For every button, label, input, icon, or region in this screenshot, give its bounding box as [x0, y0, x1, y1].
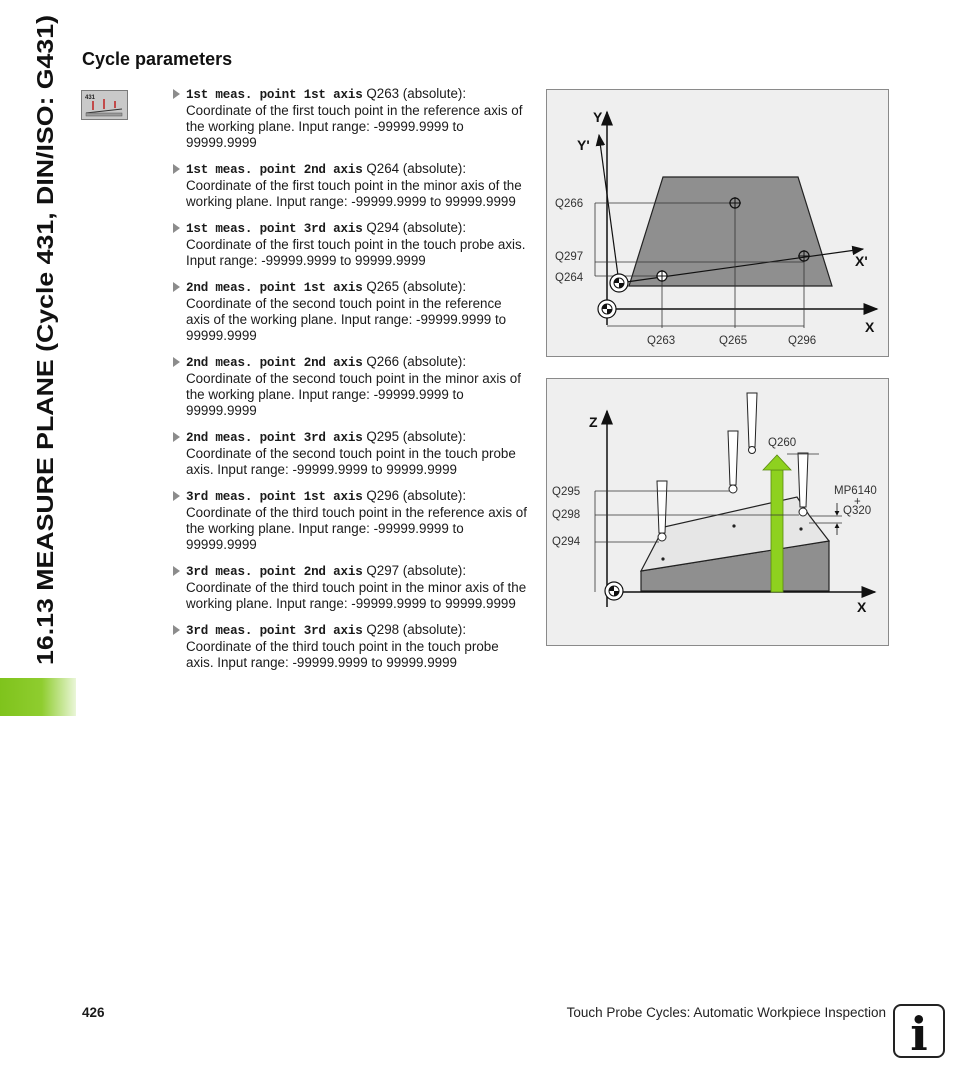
- param-item: [172, 622, 528, 671]
- origin-symbol-icon: [598, 300, 616, 318]
- param-name: 2nd meas. point 1st axis: [186, 281, 363, 295]
- param-name: 3rd meas. point 3rd axis: [186, 624, 363, 638]
- param-name: 2nd meas. point 2nd axis: [186, 356, 363, 370]
- q295-label: Q295: [552, 486, 581, 498]
- param-q: Q294 (absolute):: [366, 220, 467, 235]
- param-desc: Coordinate of the first touch point in the reference axis of the working plane. Input range: -99999.9999 to 99999.9999: [186, 103, 523, 150]
- q266-label: Q266: [555, 198, 584, 210]
- y-prime-axis-label: Y': [577, 137, 590, 153]
- q265-label: Q265: [719, 335, 748, 347]
- param-desc: Coordinate of the second touch point in the touch probe axis. Input range: -99999.9999 to 99999.9999: [186, 446, 516, 477]
- chapter-side-title: [23, 0, 63, 680]
- param-q: Q298 (absolute):: [366, 622, 467, 637]
- q263-label: Q263: [647, 335, 676, 347]
- x-axis-label: X: [857, 599, 867, 615]
- bullet-triangle-icon: [173, 432, 180, 442]
- info-icon[interactable]: [893, 1004, 945, 1058]
- origin-symbol-icon: [605, 582, 623, 600]
- datum-symbol-icon: [610, 274, 628, 292]
- param-item: [172, 429, 528, 478]
- plus-label: +: [854, 496, 861, 508]
- diagram-xz-plane: [546, 378, 889, 646]
- q264-label: Q264: [555, 272, 584, 284]
- touch-probe-icon: [728, 431, 738, 493]
- param-q: Q264 (absolute):: [366, 161, 467, 176]
- param-desc: Coordinate of the second touch point in the reference axis of the working plane. Input range: -99999.9999 to 99999.9999: [186, 296, 507, 343]
- param-desc: Coordinate of the third touch point in the reference axis of the working plane. Input range: -99999.9999 to 99999.9999: [186, 505, 527, 552]
- param-item: [172, 354, 528, 419]
- bullet-triangle-icon: [173, 164, 180, 174]
- cycle-icon-label: 431: [85, 95, 96, 101]
- param-q: Q263 (absolute):: [366, 86, 467, 101]
- param-q: Q265 (absolute):: [366, 279, 467, 294]
- param-desc: Coordinate of the second touch point in the minor axis of the working plane. Input range: -99999.9999 to 99999.9999: [186, 371, 521, 418]
- bullet-triangle-icon: [173, 491, 180, 501]
- footer-chapter-title: Touch Probe Cycles: Automatic Workpiece Inspection: [566, 1005, 886, 1020]
- workpiece-shape: [629, 177, 832, 286]
- param-item: [172, 86, 528, 151]
- touch-probe-icon: [798, 453, 808, 516]
- bullet-triangle-icon: [173, 89, 180, 99]
- q320-label: Q320: [843, 505, 872, 517]
- section-heading: Cycle parameters: [82, 49, 233, 69]
- mp6140-label: MP6140: [834, 485, 877, 497]
- q294-label: Q294: [552, 536, 581, 548]
- param-q: Q297 (absolute):: [366, 563, 467, 578]
- bullet-triangle-icon: [173, 625, 180, 635]
- param-item: [172, 161, 528, 210]
- info-glyph: i: [910, 1007, 928, 1056]
- param-item: [172, 279, 528, 344]
- parameter-list: [172, 86, 528, 681]
- param-name: 3rd meas. point 2nd axis: [186, 565, 363, 579]
- q260-label: Q260: [768, 437, 797, 449]
- param-name: 2nd meas. point 3rd axis: [186, 431, 363, 445]
- q298-label: Q298: [552, 509, 581, 521]
- param-name: 3rd meas. point 1st axis: [186, 490, 363, 504]
- bullet-triangle-icon: [173, 282, 180, 292]
- param-item: [172, 488, 528, 553]
- x-axis-label: X: [865, 319, 875, 335]
- y-axis-label: Y: [593, 109, 603, 125]
- x-prime-axis-label: X': [855, 253, 868, 269]
- bullet-triangle-icon: [173, 566, 180, 576]
- param-name: 1st meas. point 2nd axis: [186, 163, 363, 177]
- side-title-text: 16.13 MEASURE PLANE (Cycle 431, DIN/ISO: G431): [32, 92, 58, 665]
- q296-label: Q296: [788, 335, 817, 347]
- param-desc: Coordinate of the first touch point in the touch probe axis. Input range: -99999.9999 to 99999.9999: [186, 237, 526, 268]
- param-desc: Coordinate of the third touch point in the touch probe axis. Input range: -99999.9999 to 99999.9999: [186, 639, 499, 670]
- z-axis-label: Z: [589, 414, 598, 430]
- param-desc: Coordinate of the first touch point in the minor axis of the working plane. Input range: -99999.9999 to 99999.9999: [186, 178, 522, 209]
- param-q: Q266 (absolute):: [366, 354, 467, 369]
- chapter-tab-marker: [0, 678, 76, 716]
- cycle-431-icon: [81, 90, 128, 120]
- param-name: 1st meas. point 1st axis: [186, 88, 363, 102]
- bullet-triangle-icon: [173, 223, 180, 233]
- param-q: Q295 (absolute):: [366, 429, 467, 444]
- bullet-triangle-icon: [173, 357, 180, 367]
- page-number: 426: [82, 1005, 105, 1020]
- param-q: Q296 (absolute):: [366, 488, 467, 503]
- y-prime-axis-line: [599, 135, 619, 283]
- touch-probe-icon: [657, 481, 667, 541]
- param-item: [172, 563, 528, 612]
- param-item: [172, 220, 528, 269]
- q297-label: Q297: [555, 251, 584, 263]
- param-desc: Coordinate of the third touch point in the minor axis of the working plane. Input range: -99999.9999 to 99999.9999: [186, 580, 527, 611]
- touch-probe-icon: [747, 393, 757, 454]
- diagram-xy-plane: [546, 89, 889, 357]
- param-name: 1st meas. point 3rd axis: [186, 222, 363, 236]
